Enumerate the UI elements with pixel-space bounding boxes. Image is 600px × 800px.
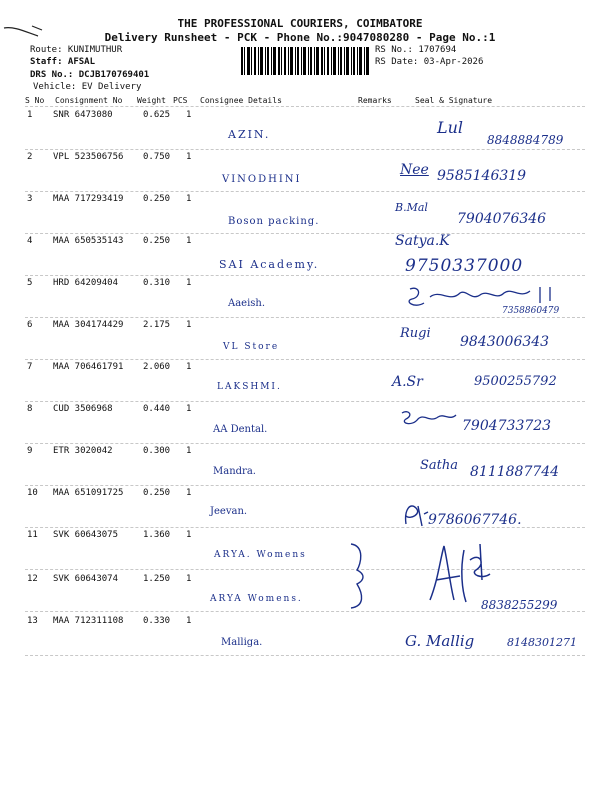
row-consignment-no: SVK 60643075 [53, 530, 119, 540]
row-pcs: 1 [186, 530, 192, 540]
row-divider [25, 191, 585, 192]
row-consignee: VINODHINI [222, 174, 302, 185]
row-divider [25, 569, 585, 570]
row-pcs: 1 [186, 110, 192, 120]
col-weight: Weight [137, 96, 166, 105]
col-consignee: Consignee Details [200, 96, 282, 105]
row-consignee: Boson packing. [228, 216, 320, 227]
row-phone: 7358860479 [502, 306, 560, 316]
row-divider [25, 149, 585, 150]
row-pcs: 1 [186, 320, 192, 330]
row-sno: 9 [27, 446, 33, 456]
row-sno: 11 [27, 530, 38, 540]
row-consignment-no: CUD 3506968 [53, 404, 113, 414]
row-consignment-no: VPL 523506756 [53, 152, 124, 162]
company-title: THE PROFESSIONAL COURIERS, COIMBATORE [177, 17, 423, 30]
row-phone: 8848884789 [487, 133, 564, 147]
row-pcs: 1 [186, 194, 192, 204]
rs-number: RS No.: 1707694 [375, 45, 457, 55]
row-signature: B.Mal [395, 201, 428, 214]
row-sno: 4 [27, 236, 33, 246]
row-divider [25, 317, 585, 318]
row-consignee: ARYA. Womens [214, 550, 307, 560]
row-signature: G. Mallig [405, 632, 475, 650]
row-phone: 8111887744 [470, 464, 560, 480]
row-divider [25, 106, 585, 107]
row-sno: 7 [27, 362, 33, 372]
row-weight: 0.440 [143, 404, 171, 414]
row-sno: 13 [27, 616, 38, 626]
row-weight: 0.250 [143, 236, 171, 246]
vehicle-label: Vehicle: EV Delivery [33, 82, 142, 92]
runsheet-subtitle: Delivery Runsheet - PCK - Phone No.:9047080280 - Page No.:1 [104, 31, 496, 44]
row-consignment-no: SNR 6473080 [53, 110, 113, 120]
staff-label: Staff: AFSAL [30, 57, 96, 67]
row-divider [25, 233, 585, 234]
row-phone: 9500255792 [474, 374, 557, 389]
row-consignment-no: MAA 717293419 [53, 194, 124, 204]
row-divider [25, 485, 585, 486]
row-signature: Nee [400, 162, 429, 178]
row-weight: 0.310 [143, 278, 171, 288]
row-phone: 7904733723 [462, 418, 552, 434]
bracket-mark-icon [345, 540, 375, 612]
row-sno: 10 [27, 488, 38, 498]
row-sno: 12 [27, 574, 38, 584]
row-weight: 2.060 [143, 362, 171, 372]
row-sno: 8 [27, 404, 33, 414]
row-weight: 0.250 [143, 488, 171, 498]
row-phone: 7904076346 [457, 211, 547, 227]
row-weight: 0.250 [143, 194, 171, 204]
row-consignee: VL Store [223, 342, 280, 352]
row-sno: 3 [27, 194, 33, 204]
row-signature: Rugi [400, 326, 431, 341]
row-sno: 1 [27, 110, 33, 120]
row-consignee: Mandra. [213, 466, 256, 477]
col-pcs: PCS [173, 96, 188, 105]
col-seal-signature: Seal & Signature [415, 96, 493, 105]
drs-number: DRS No.: DCJB170769401 [30, 70, 150, 80]
row-consignment-no: SVK 60643074 [53, 574, 119, 584]
row-phone: 9750337000 [405, 256, 524, 276]
row-pcs: 1 [186, 574, 192, 584]
row-consignee: Malliga. [221, 637, 263, 648]
row-sno: 6 [27, 320, 33, 330]
row-pcs: 1 [186, 278, 192, 288]
row-weight: 2.175 [143, 320, 171, 330]
row-consignment-no: MAA 706461791 [53, 362, 124, 372]
row-pcs: 1 [186, 446, 192, 456]
col-remarks: Remarks [358, 96, 392, 105]
row-consignee: Jeevan. [210, 506, 248, 517]
row-phone: 8148301271 [507, 636, 577, 649]
row-consignment-no: ETR 3020042 [53, 446, 113, 456]
row-consignee: AA Dental. [213, 424, 268, 435]
row-signature: Satya.K [395, 233, 450, 249]
row-weight: 1.250 [143, 574, 171, 584]
route-label: Route: KUNIMUTHUR [30, 45, 123, 55]
row-pcs: 1 [186, 236, 192, 246]
row-pcs: 1 [186, 616, 192, 626]
row-weight: 1.360 [143, 530, 171, 540]
row-weight: 0.750 [143, 152, 171, 162]
row-signature: A.Sr [392, 374, 423, 390]
row-consignment-no: MAA 650535143 [53, 236, 124, 246]
row-consignment-no: MAA 304174429 [53, 320, 124, 330]
row-phone: 9786067746. [428, 512, 522, 528]
row-pcs: 1 [186, 404, 192, 414]
row-consignee: LAKSHMI. [217, 382, 282, 392]
row-weight: 0.330 [143, 616, 171, 626]
row-phone: 8838255299 [481, 598, 558, 612]
row-consignee: AZIN. [228, 128, 271, 141]
row-divider [25, 401, 585, 402]
row-consignee: Aaeish. [228, 298, 266, 309]
col-sno: S No [25, 96, 45, 105]
row-consignment-no: MAA 712311108 [53, 616, 124, 626]
rs-date: RS Date: 03-Apr-2026 [375, 57, 484, 67]
row-sno: 2 [27, 152, 33, 162]
row-weight: 0.625 [143, 110, 171, 120]
row-consignment-no: HRD 64209404 [53, 278, 119, 288]
row-divider [25, 443, 585, 444]
row-divider [25, 655, 585, 656]
row-phone: 9585146319 [437, 168, 527, 184]
col-consignment: Consignment No [55, 96, 123, 105]
row-consignee: SAI Academy. [219, 258, 320, 271]
row-pcs: 1 [186, 152, 192, 162]
row-consignee: ARYA Womens. [210, 594, 303, 604]
row-signature: Satha [420, 458, 459, 473]
row-sno: 5 [27, 278, 33, 288]
signature-scribble-icon [398, 407, 458, 429]
row-divider [25, 359, 585, 360]
row-consignment-no: MAA 651091725 [53, 488, 124, 498]
row-phone: 9843006343 [460, 334, 550, 350]
row-pcs: 1 [186, 488, 192, 498]
signature-scribble-icon [400, 500, 430, 530]
row-weight: 0.300 [143, 446, 171, 456]
barcode [240, 47, 370, 75]
row-pcs: 1 [186, 362, 192, 372]
row-signature: Lul [437, 118, 464, 137]
